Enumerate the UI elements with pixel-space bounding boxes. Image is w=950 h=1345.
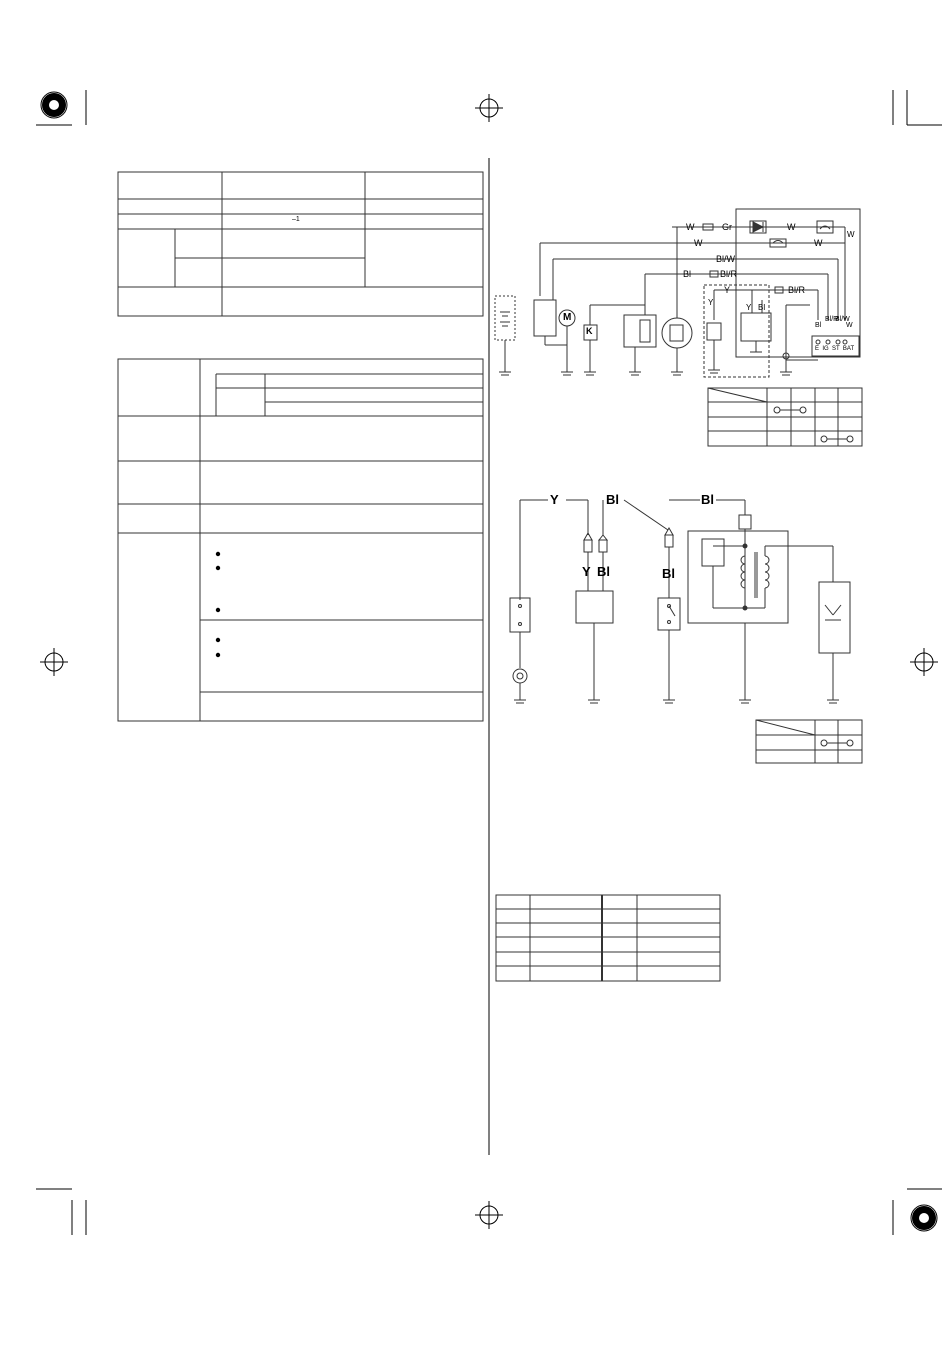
relay-label: K [586, 326, 593, 336]
wire-label-y: Y [724, 285, 731, 295]
wire-label-w: W [694, 238, 703, 248]
wire-label-bl: Bl [758, 303, 766, 312]
wire-label-bl-r: Bl/R [720, 269, 738, 279]
wire-label-gr: Gr [722, 222, 732, 232]
wire-label-w: W [847, 230, 855, 239]
wire-label-bl-w: Bl/W [716, 254, 735, 264]
wire-label-bl-r: Bl/R [788, 285, 806, 295]
wire-label-y: Y [550, 492, 559, 507]
table-note: –1 [292, 216, 300, 223]
wire-label-bl: Bl [701, 492, 714, 507]
wire-label-bl: Bl [597, 564, 610, 579]
wire-label-y: Y [708, 298, 714, 307]
wire-label-y: Y [582, 564, 591, 579]
terminal-label-bl-r: Bl/R [825, 316, 839, 323]
terminal-label-w: W [846, 322, 853, 329]
wire-label-w: W [787, 222, 796, 232]
wire-label-bl: Bl [606, 492, 619, 507]
wire-label-bl: Bl [683, 269, 692, 279]
switch-continuity-table-lower [756, 720, 862, 763]
starter-motor-label: M [563, 312, 572, 323]
wire-label-w: W [814, 238, 823, 248]
terminal-label-bl: Bl [815, 322, 822, 329]
wire-label-y: Y [746, 303, 752, 312]
wire-label-bl: Bl [662, 566, 675, 581]
wire-label-w: W [686, 222, 695, 232]
terminal-label-bl-w: Bl/W [835, 316, 850, 323]
ignition-switch-terminals: E IG ST BAT [815, 346, 855, 352]
connector-table [496, 895, 720, 981]
